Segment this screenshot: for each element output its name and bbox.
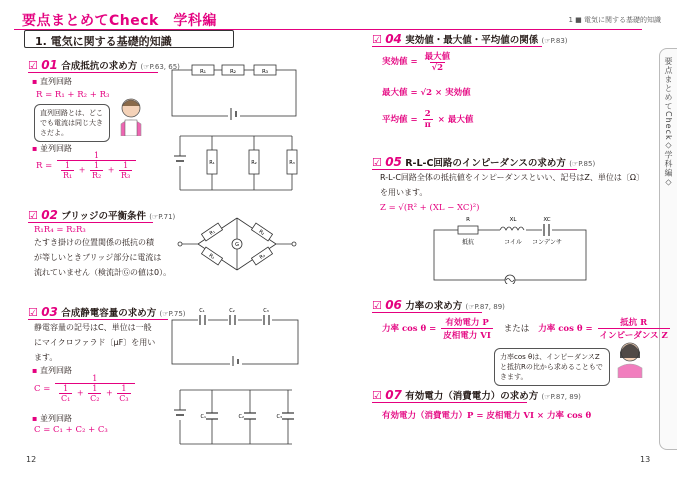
svg-text:C₁: C₁	[200, 414, 206, 420]
svg-text:XC: XC	[543, 217, 551, 223]
topic-06	[372, 298, 505, 312]
check-icon: ☑	[372, 299, 382, 312]
svg-text:R: R	[466, 217, 470, 223]
fig-label: R₂	[229, 69, 237, 75]
fig-label: R₁	[199, 69, 207, 75]
topic-underline	[28, 72, 158, 73]
cap-series-formula: C = 1 $\frac{1}{\text{C₁}}$ + $\frac{1}{\text{C₂}}$ + $\frac{1}{\text{C₃}}$	[34, 374, 137, 403]
topic-07	[372, 388, 581, 402]
bridge-formula: R₁R₄ = R₂R₃	[34, 225, 86, 235]
check-icon: ☑	[28, 209, 38, 222]
page-reference: (☞P.63, 65)	[140, 63, 180, 71]
topic-underline	[372, 312, 482, 313]
capacitor-parallel-figure	[170, 386, 302, 448]
page-number-left: 12	[26, 455, 37, 464]
active-power-formula: 有効電力（消費電力）P = 皮相電力 VI × 力率 cos θ	[382, 411, 592, 421]
cap-series-label: ▪ 直列回路	[32, 366, 72, 375]
max-value-formula: 最大値 = √2 × 実効値	[382, 88, 471, 98]
check-icon: ☑	[28, 306, 38, 319]
topic-number: 03	[41, 305, 58, 319]
page-reference: (☞P.85)	[569, 160, 596, 168]
parallel-label: ▪ 並列回路	[32, 144, 72, 153]
topic-05	[372, 155, 595, 169]
topic-title: 力率の求め方	[405, 301, 463, 312]
topic-number: 01	[41, 58, 58, 72]
svg-text:C₃: C₃	[276, 414, 282, 420]
check-icon: ☑	[372, 156, 382, 169]
check-icon: ☑	[372, 389, 382, 402]
svg-text:C₂: C₂	[229, 308, 235, 314]
topic-number: 06	[385, 298, 402, 312]
svg-text:抵抗: 抵抗	[461, 239, 475, 246]
svg-text:C₃: C₃	[263, 308, 269, 314]
topic-number: 05	[385, 155, 402, 169]
svg-text:R₂: R₂	[257, 228, 266, 237]
capacitor-series-figure	[170, 306, 302, 366]
topic-04	[372, 32, 568, 46]
fig-label: R₁	[209, 160, 215, 166]
page-number-right: 13	[640, 455, 651, 464]
svg-text:C₂: C₂	[238, 414, 244, 420]
average-value-formula: 平均値 = $\frac{2}{\pi}$ × 最大値	[382, 109, 474, 130]
topic-number: 07	[385, 388, 402, 402]
topic-title: 合成静電容量の求め方	[61, 308, 157, 319]
topic-underline	[28, 222, 153, 223]
topic-underline	[372, 46, 542, 47]
speech-bubble: 直列回路とは、どこでも電流は同じ大きさだよ。	[34, 104, 110, 142]
speech-bubble: 力率cos θは、インピーダンスZと抵抗Rの比から求めることもできます。	[494, 348, 610, 386]
page-reference: (☞P.87, 89)	[465, 303, 505, 311]
capacitance-text: 静電容量の記号はC、単位は一般 にマイクロファラド〔μF〕を用い ます。	[34, 323, 156, 362]
topic-title: 合成抵抗の求め方	[61, 61, 138, 72]
topic-title: ブリッジの平衡条件	[61, 211, 146, 222]
chapter-title: 要点まとめてCheck 学科編	[22, 13, 217, 29]
person-illustration	[612, 340, 648, 378]
effective-value-formula: 実効値 = $\frac{\text{最大値}}{√2}$	[382, 52, 451, 73]
page-reference: (☞P.87, 89)	[541, 393, 581, 401]
rlc-text: R-L-C回路全体の抵抗値をインピーダンスといい、記号はZ、単位は〔Ω〕 を用います。	[380, 173, 645, 197]
fig-label: R₃	[261, 69, 269, 75]
check-icon: ☑	[372, 33, 382, 46]
topic-02	[28, 208, 175, 222]
svg-text:R₄: R₄	[258, 252, 267, 261]
topic-03	[28, 305, 186, 319]
bridge-circuit-figure	[176, 212, 298, 276]
topic-number: 04	[385, 32, 402, 46]
svg-text:コンデンサ: コンデンサ	[532, 239, 562, 246]
svg-text:C₁: C₁	[199, 308, 205, 314]
page-reference: (☞P.75)	[159, 310, 186, 318]
topic-underline	[372, 402, 527, 403]
rlc-circuit-figure	[430, 212, 590, 284]
svg-text:R₁: R₁	[208, 228, 217, 237]
running-head: 1 ■ 電気に関する基礎的知識	[568, 16, 661, 24]
svg-text:コイル: コイル	[504, 239, 522, 246]
topic-01	[28, 58, 180, 72]
topic-title: 実効値・最大値・平均値の関係	[405, 35, 539, 46]
impedance-formula: Z = √(R² + (XL − XC)²)	[380, 203, 480, 213]
page-reference: (☞P.71)	[149, 213, 176, 221]
svg-text:XL: XL	[509, 217, 517, 223]
cap-parallel-label: ▪ 並列回路	[32, 414, 72, 423]
side-tab-label: 要点まとめてCheck◇学科編◇	[664, 57, 673, 188]
series-formula: R = R₁ + R₂ + R₃	[36, 90, 110, 100]
side-tab	[659, 48, 677, 450]
fig-label: R₂	[251, 160, 257, 166]
cap-parallel-formula: C = C₁ + C₂ + C₃	[34, 425, 108, 435]
person-illustration	[113, 96, 151, 136]
series-circuit-figure	[170, 60, 300, 120]
page-reference: (☞P.83)	[541, 37, 568, 45]
parallel-circuit-figure	[170, 132, 302, 194]
topic-title: 有効電力（消費電力）の求め方	[405, 391, 539, 402]
svg-text:R₃: R₃	[207, 252, 216, 261]
bridge-text: たすき掛けの位置関係の抵抗の積 が等しいときブリッジ部分に電流は 流れていません（検流計Ⓖの値は0）。	[34, 238, 172, 277]
section-title: 1. 電気に関する基礎的知識	[24, 30, 234, 48]
series-label: ▪ 直列回路	[32, 77, 72, 86]
topic-number: 02	[41, 208, 58, 222]
topic-title: R-L-C回路のインピーダンスの求め方	[405, 158, 566, 169]
check-icon: ☑	[28, 59, 38, 72]
fig-label: R₃	[289, 160, 295, 166]
parallel-formula: R = 1 $\frac{1}{\text{R₁}}$ + $\frac{1}{\text{R₂}}$ + $\frac{1}{\text{R₃}}$	[36, 151, 138, 180]
power-factor-formula: 力率 cos θ = $\frac{\text{有効電力 P}}{\text{皮相電力 VI}}$ または 力率 cos θ = $\frac{\text{抵抗 R}}{\text{インピーダンス Z}}$	[382, 318, 668, 341]
svg-text:G: G	[235, 242, 239, 248]
